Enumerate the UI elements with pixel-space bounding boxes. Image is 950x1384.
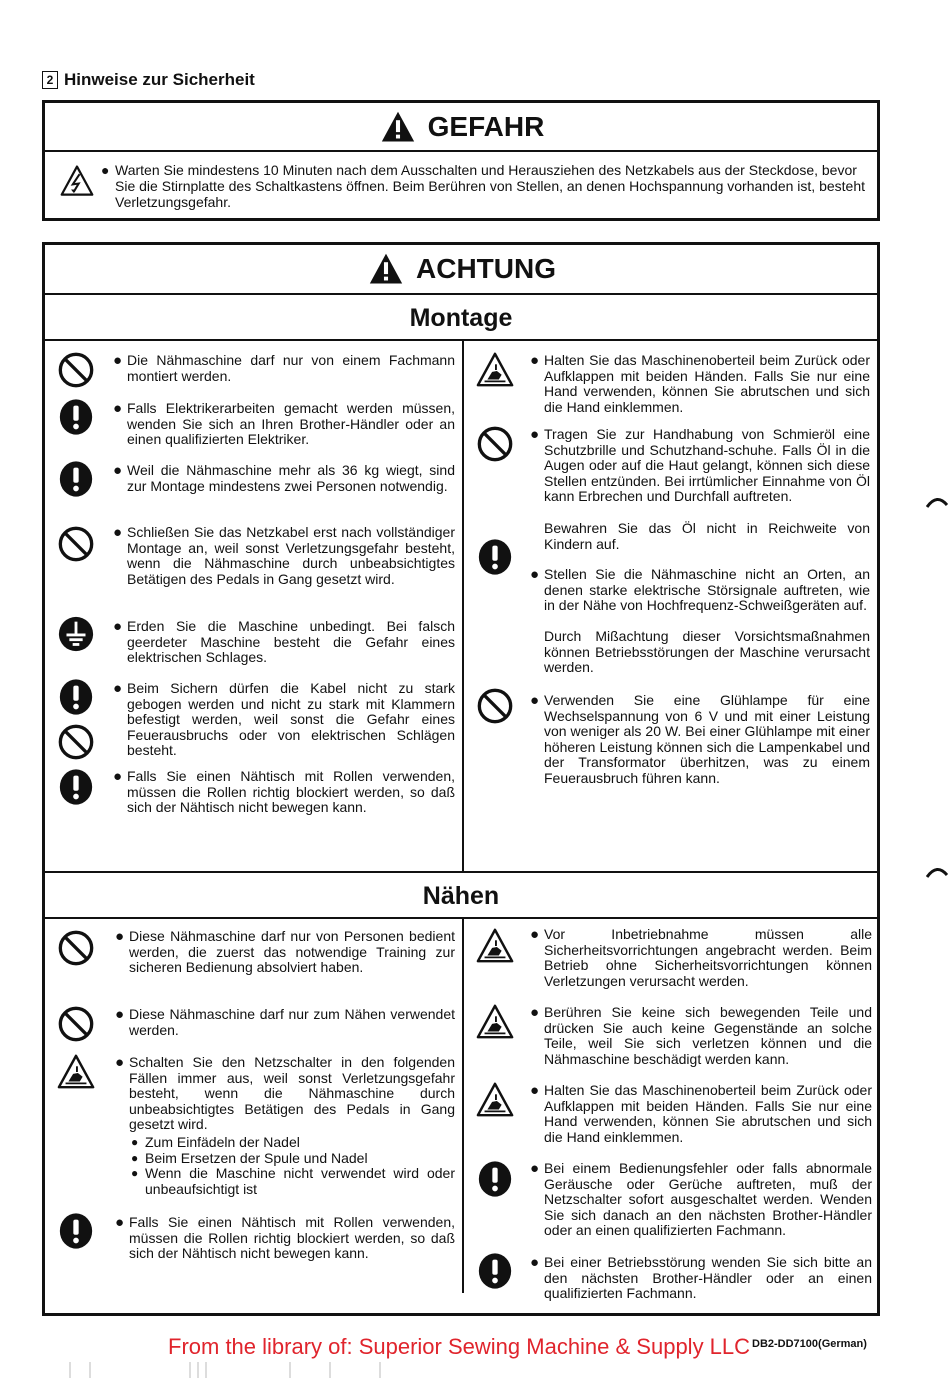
montage-left-column bbox=[45, 341, 464, 871]
list-item bbox=[530, 1160, 872, 1239]
bullet: ● bbox=[115, 928, 125, 945]
list-item bbox=[530, 426, 870, 505]
hand-caution-icon bbox=[476, 1003, 514, 1046]
bullet: ● bbox=[113, 768, 123, 785]
hand-caution-icon bbox=[476, 927, 514, 970]
document-code: DB2-DD7100(German) bbox=[752, 1338, 867, 1350]
item-text: Beim Sichern dürfen die Kabel nicht zu stark gebogen werden und nicht zu stark mit Klammern befestigt werden, weil sonst die Gefahr eines Feuerausbruchs oder von elektrischen Schlägen besteht. bbox=[127, 680, 455, 759]
prohibition-icon bbox=[57, 525, 95, 568]
list-item bbox=[113, 680, 455, 759]
ground-icon bbox=[57, 615, 95, 658]
danger-header bbox=[45, 103, 877, 152]
naehen-columns bbox=[45, 919, 877, 1302]
item-text: Stellen Sie die Nähmaschine nicht an Orten, an denen starke elektrische Störsignale auftreten, wie in der Nähe von Hochfrequenz-Schweißgeräten auf. bbox=[544, 566, 870, 614]
bullet: ● bbox=[530, 1082, 540, 1099]
bullet: ● bbox=[530, 1004, 540, 1021]
bullet: ● bbox=[113, 400, 123, 417]
item-text: Verwenden Sie eine Glühlampe für eine Wechselspannung von 6 V und mit einer Leistung von weniger als 20 W. Bei einer Glühlampe mit einer höheren Leistung können sich die Lampenkabel und der Transformator überhitzen, was zu einem Feuerausbruch führen kann. bbox=[544, 692, 870, 786]
item-text: Bewahren Sie das Öl nicht in Reichweite von Kindern auf. bbox=[544, 520, 870, 552]
list-item bbox=[115, 1054, 455, 1197]
danger-box bbox=[42, 100, 880, 221]
sublist bbox=[129, 1135, 455, 1197]
bullet: ● bbox=[101, 162, 110, 178]
item-text: Schalten Sie den Netzschalter in den folgenden Fällen immer aus, weil sonst Verletzungsgefahr besteht, wenn die Nähmaschine durch unbeabsichtigtes Betätigen des Pedals in Gang gesetzt wird. bbox=[129, 1054, 455, 1133]
bullet: ● bbox=[530, 566, 540, 583]
list-item bbox=[530, 566, 870, 614]
item-text: Durch Mißachtung dieser Vorsichtsmaßnahmen können Betriebsstörungen der Maschine verursacht werden. bbox=[544, 628, 870, 676]
bullet: ● bbox=[530, 352, 540, 369]
library-watermark: From the library of: Superior Sewing Machine & Supply LLC bbox=[168, 1334, 751, 1359]
mandatory-icon bbox=[57, 397, 95, 442]
mandatory-icon bbox=[476, 1251, 514, 1296]
mandatory-icon bbox=[57, 677, 95, 722]
hand-caution-icon bbox=[476, 351, 514, 394]
list-item bbox=[530, 926, 872, 989]
list-item bbox=[113, 524, 455, 587]
scan-mark bbox=[926, 496, 948, 508]
sublist-item: ● Zum Einfädeln der Nadel bbox=[129, 1135, 455, 1151]
warning-triangle-icon bbox=[378, 110, 418, 144]
electric-shock-icon bbox=[59, 164, 101, 210]
hand-caution-icon bbox=[57, 1053, 95, 1096]
mandatory-icon bbox=[476, 1159, 514, 1204]
item-text: Erden Sie die Maschine unbedingt. Bei falsch geerdeter Maschine besteht die Gefahr eines elektrischen Schlages. bbox=[127, 618, 455, 666]
item-text: Diese Nähmaschine darf nur von Personen bedient werden, die zuerst das notwendige Training zur sicheren Bedienung absolviert haben. bbox=[129, 928, 455, 976]
naehen-heading: Nähen bbox=[45, 871, 877, 919]
list-item bbox=[113, 768, 455, 816]
list-item bbox=[530, 1254, 872, 1302]
mandatory-icon bbox=[476, 537, 514, 582]
montage-right-column bbox=[464, 341, 877, 871]
item-text: Weil die Nähmaschine mehr als 36 kg wiegt, sind zur Montage mindestens zwei Personen notwendig. bbox=[127, 462, 455, 494]
item-text: Berühren Sie keine sich bewegenden Teile und drücken Sie auch keine Gegenstände an solche Teile, weil Sie sich verletzen können und die Nähmaschine beschädigt werden kann. bbox=[544, 1004, 872, 1067]
section-heading bbox=[42, 70, 255, 90]
list-item bbox=[530, 692, 870, 787]
list-item bbox=[530, 352, 870, 415]
danger-body bbox=[45, 152, 877, 210]
mandatory-icon bbox=[57, 1211, 95, 1256]
item-text: Bei einem Bedienungsfehler oder falls abnormale Geräusche oder Gerüche auftreten, muß der Netzschalter sofort ausgeschaltet werden. Wenden Sie sich danach an den nächsten Brother-Händler oder an einen qualifizierten Fachmann. bbox=[544, 1160, 872, 1239]
warning-triangle-icon bbox=[366, 252, 406, 286]
item-text: Falls Sie einen Nähtisch mit Rollen verwenden, müssen die Rollen richtig blockiert werden, so daß sich der Nähtisch nicht bewegen kann. bbox=[127, 768, 455, 816]
scan-mark bbox=[926, 866, 948, 878]
list-item bbox=[113, 400, 455, 448]
item-text: Bei einer Betriebsstörung wenden Sie sich bitte an den nächsten Brother-Händler oder an einen qualifizierten Fachmann. bbox=[544, 1254, 872, 1302]
prohibition-icon bbox=[476, 687, 514, 730]
list-item bbox=[115, 928, 455, 976]
section-title: Hinweise zur Sicherheit bbox=[64, 70, 255, 89]
list-item bbox=[530, 1004, 872, 1067]
item-text: Tragen Sie zur Handhabung von Schmieröl eine Schutzbrille und Schutzhand-schuhe. Falls Öl in die Augen oder auf die Haut gelangt, können sich diese Stellen entzünden. Bei irrtümlicher Einnahme von Öl kann Erbrechen und Durchfall auftreten. bbox=[544, 426, 870, 505]
section-number: 2 bbox=[42, 71, 58, 89]
scan-artifacts bbox=[60, 1360, 420, 1380]
bullet: ● bbox=[115, 1054, 125, 1071]
danger-title: GEFAHR bbox=[427, 110, 545, 142]
list-item bbox=[113, 352, 455, 384]
mandatory-icon bbox=[57, 459, 95, 504]
bullet: ● bbox=[530, 692, 540, 709]
bullet: ● bbox=[115, 1214, 125, 1231]
prohibition-icon bbox=[57, 1005, 95, 1048]
list-item bbox=[113, 462, 455, 494]
bullet: ● bbox=[113, 680, 123, 697]
item-text: Diese Nähmaschine darf nur zum Nähen verwendet werden. bbox=[129, 1006, 455, 1038]
list-item bbox=[115, 1214, 455, 1262]
item-text: Die Nähmaschine darf nur von einem Fachmann montiert werden. bbox=[127, 352, 455, 384]
naehen-left-column bbox=[45, 919, 464, 1293]
caution-box bbox=[42, 242, 880, 1316]
prohibition-icon bbox=[57, 929, 95, 972]
caution-header bbox=[45, 245, 877, 295]
bullet: ● bbox=[530, 1160, 540, 1177]
mandatory-icon bbox=[57, 767, 95, 812]
prohibition-icon bbox=[57, 351, 95, 394]
bullet: ● bbox=[530, 926, 540, 943]
prohibition-icon bbox=[57, 723, 95, 766]
item-text: Halten Sie das Maschinenoberteil beim Zurück oder Aufklappen mit beiden Händen. Falls Sie nur eine Hand verwenden, können Sie abrutschen und sich die Hand einklemmen. bbox=[544, 1082, 872, 1145]
bullet: ● bbox=[113, 462, 123, 479]
bullet: ● bbox=[113, 524, 123, 541]
naehen-right-column bbox=[464, 919, 877, 1302]
item-text: Schließen Sie das Netzkabel erst nach vollständiger Montage an, weil sonst Verletzungsgefahr besteht, wenn die Nähmaschine durch unbeabsichtigtes Betätigen des Pedals in Gang gesetzt wird. bbox=[127, 524, 455, 587]
danger-text: Warten Sie mindestens 10 Minuten nach dem Ausschalten und Herausziehen des Netzkabels aus der Steckdose, bevor Sie die Stirnplatte des Schaltkastens öffnen. Beim Berühren von Stellen, an denen Hochspannung vorhanden ist, besteht Verletzungsgefahr. bbox=[115, 162, 866, 210]
montage-heading: Montage bbox=[45, 295, 877, 341]
bullet: ● bbox=[113, 352, 123, 369]
item-text: Falls Sie einen Nähtisch mit Rollen verwenden, müssen die Rollen richtig blockiert werden, so daß sich der Nähtisch nicht bewegen kann. bbox=[129, 1214, 455, 1262]
caution-title: ACHTUNG bbox=[416, 253, 556, 284]
hand-caution-icon bbox=[476, 1081, 514, 1124]
prohibition-icon bbox=[476, 425, 514, 468]
list-item-continuation bbox=[544, 521, 870, 552]
sublist-item: ● Wenn die Maschine nicht verwendet wird oder unbeaufsichtigt ist bbox=[129, 1166, 455, 1197]
item-text: Vor Inbetriebnahme müssen alle Sicherheitsvorrichtungen angebracht werden. Beim Betrieb ohne Sicherheitsvorrichtungen können Verletzungen verursacht werden. bbox=[544, 926, 872, 989]
montage-columns bbox=[45, 341, 877, 871]
item-text: Halten Sie das Maschinenoberteil beim Zurück oder Aufklappen mit beiden Händen. Falls Sie nur eine Hand verwenden, können Sie abrutschen und sich die Hand einklemmen. bbox=[544, 352, 870, 415]
list-item bbox=[113, 618, 455, 666]
bullet: ● bbox=[113, 618, 123, 635]
danger-item bbox=[101, 162, 869, 210]
bullet: ● bbox=[115, 1006, 125, 1023]
item-text: Falls Elektrikerarbeiten gemacht werden müssen, wenden Sie sich an Ihren Brother-Händler oder an einen qualifizierten Elektriker. bbox=[127, 400, 455, 448]
sublist-item: ● Beim Ersetzen der Spule und Nadel bbox=[129, 1151, 455, 1167]
bullet: ● bbox=[530, 426, 540, 443]
list-item bbox=[115, 1006, 455, 1038]
list-item-continuation bbox=[544, 629, 870, 676]
list-item bbox=[530, 1082, 872, 1145]
bullet: ● bbox=[530, 1254, 540, 1271]
